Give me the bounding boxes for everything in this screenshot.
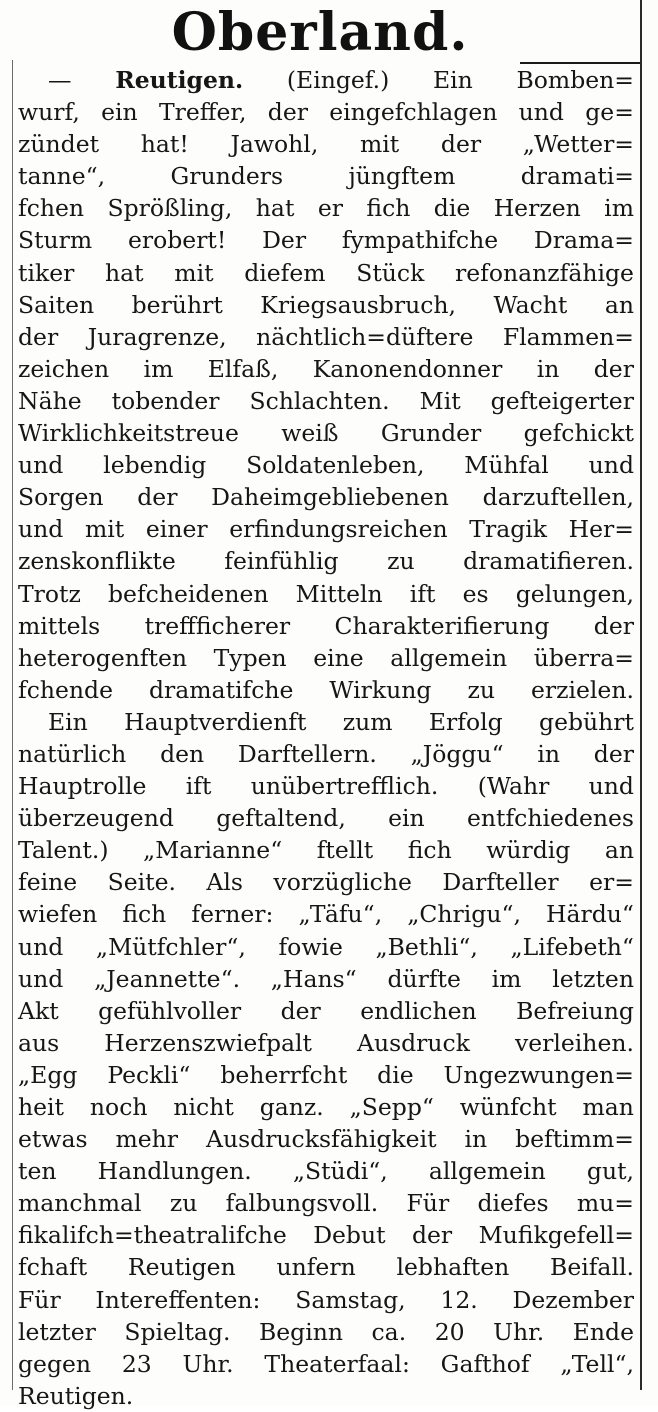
column-rule-right	[640, 0, 642, 1390]
article-line: „Egg Peckli“ beherrfcht die Ungezwungen=	[18, 1060, 634, 1089]
article-line: heit noch nicht ganz. „Sepp“ wünfcht man	[18, 1093, 634, 1121]
column-rule-left	[12, 60, 13, 1390]
article-line: Ein Hauptverdienft zum Erfolg gebührt	[48, 707, 634, 736]
article-line: feine Seite. Als vorzügliche Darfteller er=	[18, 868, 634, 897]
article-line: Reutigen.	[18, 1381, 134, 1410]
article-line: und lebendig Soldatenleben, Mühfal und	[18, 451, 634, 480]
article-line: letzter Spieltag. Beginn ca. 20 Uhr. Ende	[18, 1317, 634, 1346]
article-line: wiefen fich ferner: „Täfu“, „Chrigu“, Härdu“	[18, 900, 634, 929]
section-headline: Oberland.	[171, 2, 469, 63]
article-line: Für Intereffenten: Samstag, 12. Dezember	[18, 1285, 634, 1314]
article-line: tanne“, Grunders jüngftem dramati=	[18, 162, 634, 191]
article-line: Hauptrolle ift unübertrefflich. (Wahr und	[18, 772, 634, 801]
article-line: fchaft Reutigen unfern lebhaften Beifall.	[18, 1253, 634, 1282]
article-line: ten Handlungen. „Stüdi“, allgemein gut,	[18, 1157, 634, 1186]
article-line: manchmal zu falbungsvoll. Für diefes mu=	[18, 1189, 634, 1218]
article-line: wurf, ein Treffer, der eingefchlagen und ge=	[18, 98, 634, 127]
article-line: Trotz befcheidenen Mitteln ift es gelungen,	[18, 579, 634, 608]
article-line: Wirklichkeitstreue weiß Grunder gefchickt	[18, 419, 634, 448]
article-line: Sorgen der Daheimgebliebenen darzuftellen,	[18, 483, 634, 512]
article-line: fikalifch=theatralifche Debut der Mufikgefell=	[18, 1221, 634, 1250]
article-line: — Reutigen. (Eingef.) Ein Bomben=	[48, 66, 634, 94]
article-line: überzeugend geftaltend, ein entfchiedenes	[18, 804, 634, 833]
article-line: zeichen im Elfaß, Kanonendonner in der	[18, 354, 634, 383]
article-line: fchende dramatifche Wirkung zu erzielen.	[18, 675, 634, 704]
article-line: Akt gefühlvoller der endlichen Befreiung	[18, 996, 634, 1025]
article-line: mittels treffficherer Charakterifierung der	[18, 611, 634, 640]
article-line: der Juragrenze, nächtlich=düftere Flammen=	[18, 322, 634, 351]
article-body	[18, 64, 634, 1412]
article-line: heterogenften Typen eine allgemein überra=	[18, 643, 634, 672]
article-line: Talent.) „Marianne“ ftellt fich würdig an	[18, 836, 634, 865]
article-line: zündet hat! Jawohl, mit der „Wetter=	[18, 130, 634, 159]
article-line: Saiten berührt Kriegsausbruch, Wacht an	[18, 290, 634, 319]
article-line: und „Jeannette“. „Hans“ dürfte im letzten	[18, 964, 634, 993]
article-line: aus Herzenszwiefpalt Ausdruck verleihen.	[18, 1028, 634, 1057]
article-line: natürlich den Darftellern. „Jöggu“ in der	[18, 739, 634, 768]
article-line: zenskonflikte feinfühlig zu dramatifieren.	[18, 547, 634, 576]
article-line: gegen 23 Uhr. Theaterfaal: Gafthof „Tell“,	[18, 1349, 634, 1378]
article-line: Nähe tobender Schlachten. Mit gefteigerter	[18, 386, 634, 415]
article-line: und mit einer erfindungsreichen Tragik Her=	[18, 515, 634, 544]
article-line: und „Mütfchler“, fowie „Bethli“, „Lifebeth“	[18, 932, 634, 961]
article-line: etwas mehr Ausdrucksfähigkeit in beftimm=	[18, 1125, 634, 1154]
article-line: fchen Sprößling, hat er fich die Herzen im	[18, 194, 634, 223]
article-line: tiker hat mit diefem Stück refonanzfähige	[18, 258, 634, 287]
article-line: Sturm erobert! Der fympathifche Drama=	[18, 226, 634, 255]
